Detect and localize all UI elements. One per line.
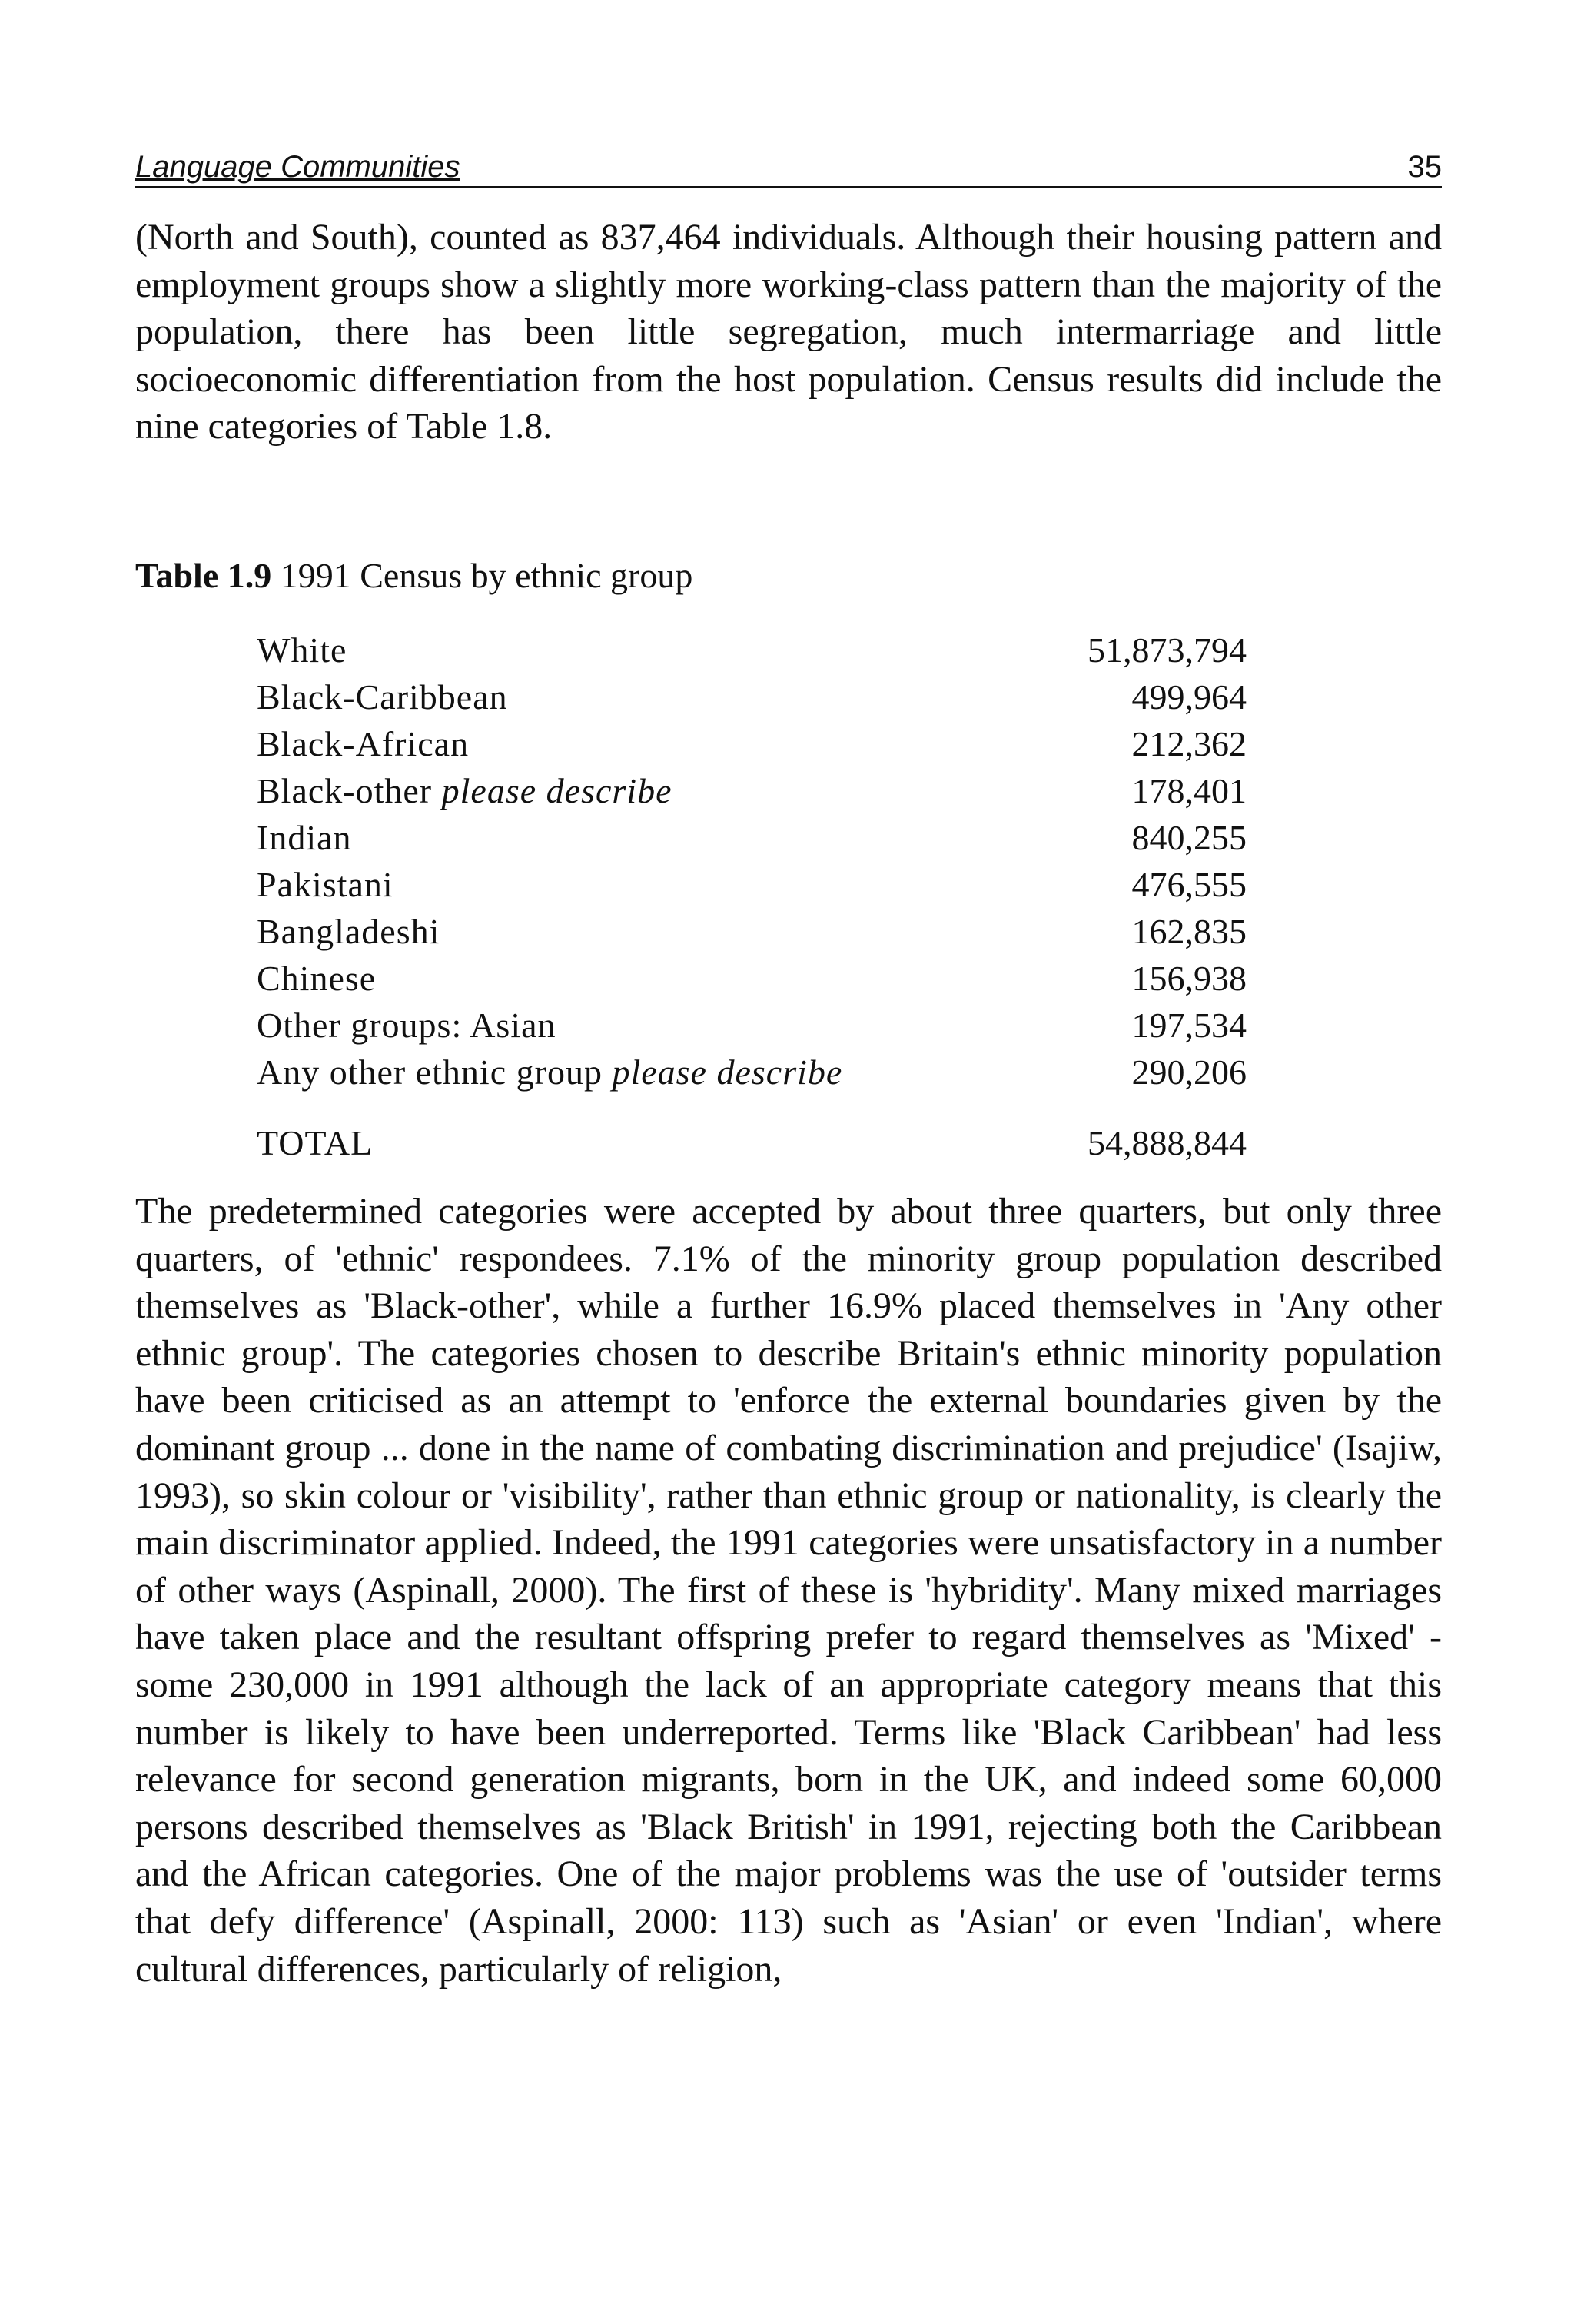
row-label: Bangladeshi bbox=[257, 912, 440, 951]
row-label: Black-Caribbean bbox=[257, 677, 508, 716]
row-label: Black-African bbox=[257, 724, 470, 763]
row-label: Indian bbox=[257, 818, 352, 857]
row-label: White bbox=[257, 630, 347, 670]
row-value: 499,964 bbox=[1131, 677, 1247, 716]
table-caption-label: Table 1.9 bbox=[135, 556, 272, 595]
intro-paragraph: (North and South), counted as 837,464 individuals. Although their housing pattern and employment groups show a slightly more working-class pattern than the majority of the population, there has been little segregation, much intermarriage and little socioeconomic differentiation from the host population. Census results did include the nine categories of Table 1.8. bbox=[135, 217, 1442, 447]
row-value: 162,835 bbox=[1131, 912, 1247, 951]
row-value: 197,534 bbox=[1131, 1006, 1247, 1045]
running-header bbox=[135, 140, 1442, 188]
row-label: Black-other please describe bbox=[257, 771, 672, 810]
page-number: 35 bbox=[1407, 150, 1442, 184]
running-title: Language Communities bbox=[135, 150, 460, 184]
table-caption-text: 1991 Census by ethnic group bbox=[280, 556, 693, 595]
row-label: Chinese bbox=[257, 959, 377, 998]
table-row bbox=[257, 627, 1247, 673]
row-value: 212,362 bbox=[1131, 724, 1247, 763]
table-row bbox=[257, 814, 1247, 861]
row-label: Other groups: Asian bbox=[257, 1006, 556, 1045]
table-total-row bbox=[257, 1119, 1247, 1166]
table-row bbox=[257, 908, 1247, 955]
row-value: 51,873,794 bbox=[1088, 630, 1247, 670]
row-value: 290,206 bbox=[1131, 1052, 1247, 1092]
table-caption bbox=[135, 555, 692, 596]
table-row bbox=[257, 767, 1247, 814]
row-value: 178,401 bbox=[1131, 771, 1247, 810]
table-row bbox=[257, 955, 1247, 1002]
row-label: Pakistani bbox=[257, 865, 394, 904]
total-label: TOTAL bbox=[257, 1123, 374, 1162]
table-row bbox=[257, 720, 1247, 767]
table-row bbox=[257, 673, 1247, 720]
table-row bbox=[257, 1049, 1247, 1096]
row-value: 840,255 bbox=[1131, 818, 1247, 857]
row-note: please describe bbox=[612, 1052, 843, 1092]
total-value: 54,888,844 bbox=[1088, 1123, 1247, 1162]
row-label: Any other ethnic group please describe bbox=[257, 1052, 843, 1092]
row-value: 156,938 bbox=[1131, 959, 1247, 998]
row-note: please describe bbox=[441, 771, 672, 810]
body-paragraph: The predetermined categories were accepted by about three quarters, but only three quarters, of 'ethnic' respondees. 7.1% of the minority group population described themselves as 'Black-other', while a further 16.9% placed themselves in 'Any other ethnic group'. The categories chosen to describe Britain's ethnic minority population have been criticised as an attempt to 'enforce the external boundaries given by the dominant group ... done in the name of combating discrimination and prejudice' (Isajiw, 1993), so skin colour or 'visibility', rather than ethnic group or nationality, is clearly the main discriminator applied. Indeed, the 1991 categories were unsatisfactory in a number of other ways (Aspinall, 2000). The first of these is 'hybridity'. Many mixed marriages have taken place and the resultant offspring prefer to regard themselves as 'Mixed' - some 230,000 in 1991 although the lack of an appropriate category means that this number is likely to have been underreported. Terms like 'Black Caribbean' had less relevance for second generation migrants, born in the UK, and indeed some 60,000 persons described themselves as 'Black British' in 1991, rejecting both the Caribbean and the African categories. One of the major problems was the use of 'outsider terms that defy difference' (Aspinall, 2000: 113) such as 'Asian' or even 'Indian', where cultural differences, particularly of religion, bbox=[135, 1191, 1442, 1990]
row-value: 476,555 bbox=[1131, 865, 1247, 904]
table-row bbox=[257, 1002, 1247, 1049]
table-row bbox=[257, 861, 1247, 908]
